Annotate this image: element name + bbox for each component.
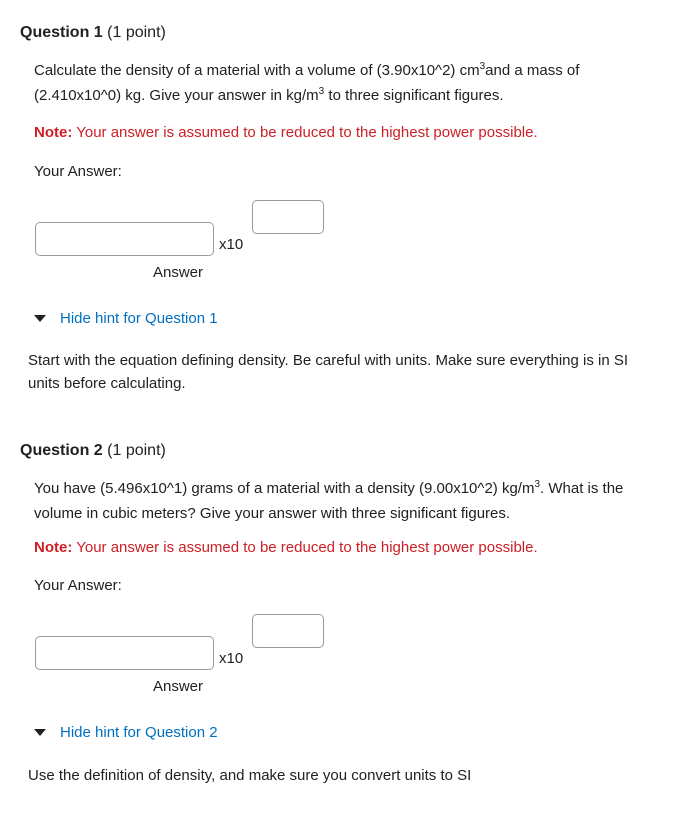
question-1-number: Question 1 [20,24,103,41]
question-2-note-label: Note: [34,539,73,556]
question-1-superscript-b: 3 [318,86,325,97]
question-1-your-answer-label: Your Answer: [34,163,122,180]
question-2-number: Question 2 [20,442,103,459]
question-1-text [34,58,634,108]
question-1-note-text: Your answer is assumed to be reduced to the highest power possible. [76,124,538,141]
question-2-answer-input[interactable] [35,636,214,670]
question-1-x10-label: x10 [219,236,244,253]
caret-down-icon [34,729,46,736]
question-1-points: (1 point) [107,24,166,41]
question-1-title [20,24,166,42]
question-1-text-part-a: Calculate the density of a material with a volume of (3.90x10^2) cm [34,62,480,79]
question-1-answer-input[interactable] [35,222,214,256]
question-2-note [34,539,538,556]
question-2-hint-toggle-label: Hide hint for Question 2 [60,724,218,741]
question-2-hint-toggle[interactable] [34,724,218,741]
question-1-exponent-input[interactable] [252,200,324,234]
question-1-note-label: Note: [34,124,73,141]
question-1-hint-toggle[interactable] [34,310,218,327]
question-1-note [34,124,538,141]
question-1-superscript-a: 3 [479,61,486,72]
question-2-title [20,442,166,460]
question-1-text-part-b: and a mass of (2.410x10^0) kg. Give your answer in kg/m [34,62,580,104]
question-2-text-part-b: . What is the volume in cubic meters? Give your answer with three significant figures. [34,480,624,522]
question-1-text-part-c: to three significant figures. [324,87,504,104]
question-1-answer-caption: Answer [153,264,204,281]
question-2-hint-text: Use the definition of density, and make sure you convert units to SI [28,767,472,784]
question-2-x10-label: x10 [219,650,244,667]
question-2-note-text: Your answer is assumed to be reduced to the highest power possible. [76,539,538,556]
question-2-your-answer-label: Your Answer: [34,577,122,594]
question-2-answer-caption: Answer [153,678,204,695]
question-2-text [34,476,638,526]
question-2-points: (1 point) [107,442,166,459]
question-1-hint-toggle-label: Hide hint for Question 1 [60,310,218,327]
question-2-superscript: 3 [534,479,541,490]
question-2-exponent-input[interactable] [252,614,324,648]
question-1-hint-text: Start with the equation defining density. Be careful with units. Make sure everything is in SI units before calculating. [28,352,629,392]
question-2-text-part-a: You have (5.496x10^1) grams of a material with a density (9.00x10^2) kg/m [34,480,535,497]
caret-down-icon [34,315,46,322]
